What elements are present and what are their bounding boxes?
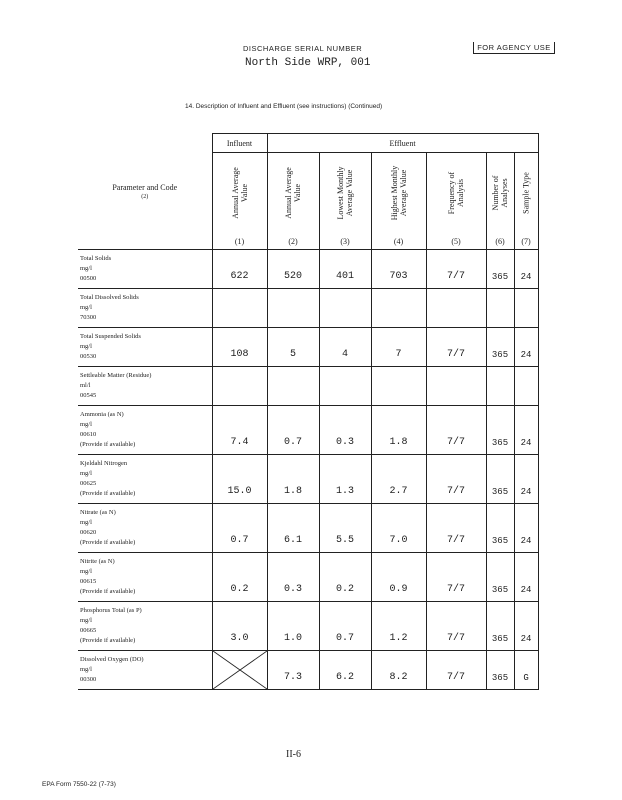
parameter-line: 00620 [80,529,97,536]
value-cell: 7/7 [426,553,486,602]
value-cell: 0.2 [319,553,371,602]
value-cell: 24 [514,504,538,553]
value-cell: 365 [486,651,514,690]
column-label-line1: Annual Average [230,167,240,220]
parameter-line: mg/l [80,265,92,272]
parameter-line: mg/l [80,519,92,526]
parameter-line: Settleable Matter (Residue) [80,372,152,379]
value-cell: 7/7 [426,328,486,367]
parameter-line: 00300 [80,676,97,683]
column-label-line2: Average Value [345,170,354,217]
page-number: II-6 [286,749,301,760]
parameter-header-cell [78,134,212,250]
parameter-line: Ammonia (as N) [80,411,124,418]
value-cell [426,367,486,406]
column-header-2 [267,153,319,250]
value-cell [212,367,267,406]
value-cell [371,367,426,406]
column-number: (5) [451,237,461,246]
parameter-line: (Provide if available) [80,539,136,546]
table-row [78,504,538,553]
column-label [522,172,531,214]
value-cell: 365 [486,602,514,651]
parameter-line: mg/l [80,617,92,624]
value-cell: 1.3 [319,455,371,504]
parameter-line: 00665 [80,627,97,634]
parameter-cell [78,367,212,406]
parameter-cell [78,328,212,367]
value-cell: 520 [267,250,319,289]
column-header-1 [212,153,267,250]
parameter-line: Total Dissolved Solids [80,294,139,301]
parameter-line: Phosphorus Total (as P) [80,607,142,614]
parameter-line: 00500 [80,275,97,282]
value-cell [486,367,514,406]
parameter-line: mg/l [80,568,92,575]
value-cell [371,289,426,328]
value-cell: 0.3 [267,553,319,602]
table-row [78,406,538,455]
column-header-3 [319,153,371,250]
value-cell [267,367,319,406]
section-title: 14. Description of Influent and Effluent (see instructions) (Continued) [185,103,383,110]
value-cell [267,289,319,328]
column-label-line2: Value [293,184,302,203]
value-cell: 365 [486,250,514,289]
column-label [284,168,302,220]
parameter-line: (Provide if available) [80,637,136,644]
parameter-line: ml/l [80,382,91,389]
column-header-7 [514,153,538,250]
column-label [231,168,249,220]
value-cell: 365 [486,328,514,367]
value-cell: 7.3 [267,651,319,690]
value-cell: 4 [319,328,371,367]
parameter-line: 00545 [80,392,97,399]
value-cell: 24 [514,328,538,367]
value-cell [319,367,371,406]
column-number: (7) [521,237,531,246]
agency-use-box: FOR AGENCY USE [473,42,555,54]
column-label-line2: Average Value [398,170,408,217]
effluent-group-header: Effluent [267,134,538,153]
value-cell: 622 [212,250,267,289]
column-label-line1: Highest Monthly [389,166,399,221]
column-label-line1: Frequency of [447,172,456,215]
parameter-code-note: (2) [141,193,149,200]
value-cell: 1.0 [267,602,319,651]
column-header-6 [486,153,514,250]
value-cell: 365 [486,553,514,602]
parameter-line: 00615 [80,578,97,585]
value-cell: 5 [267,328,319,367]
cross-mark-icon [213,651,267,689]
column-label-line1: Lowest Monthly [336,166,345,220]
value-cell: 6.1 [267,504,319,553]
value-cell: 365 [486,455,514,504]
value-cell: 7.0 [371,504,426,553]
column-number: (1) [234,237,245,246]
value-cell: 7.4 [212,406,267,455]
parameter-line: (Provide if available) [80,490,136,497]
table-row [78,328,538,367]
table-row [78,367,538,406]
parameter-cell [78,406,212,455]
column-number: (6) [495,237,505,246]
value-cell: 703 [371,250,426,289]
value-cell: 0.9 [371,553,426,602]
column-label-line1: Sample Type [521,172,531,215]
parameter-cell [78,602,212,651]
parameter-line: mg/l [80,304,92,311]
value-cell: 2.7 [371,455,426,504]
value-cell: 401 [319,250,371,289]
parameter-cell [78,651,212,690]
value-cell: 0.7 [212,504,267,553]
discharge-serial-label: DISCHARGE SERIAL NUMBER [243,44,363,53]
column-number: (2) [288,237,298,246]
value-cell: 5.5 [319,504,371,553]
column-header-5 [426,153,486,250]
value-cell: 7/7 [426,602,486,651]
value-cell [426,289,486,328]
value-cell: 7 [371,328,426,367]
parameter-cell [78,504,212,553]
value-cell: 24 [514,553,538,602]
value-cell: 0.2 [212,553,267,602]
parameter-line: (Provide if available) [80,588,136,595]
column-label [491,176,509,211]
value-cell [212,289,267,328]
value-cell: 24 [514,455,538,504]
column-label-line2: Analysis [456,179,465,208]
parameter-cell [78,289,212,328]
table-row [78,651,538,690]
column-label-line2: Value [239,184,249,203]
table-row [78,553,538,602]
influent-effluent-table [78,133,539,690]
parameter-line: Nitrite (as N) [80,558,115,565]
parameter-line: (Provide if available) [80,441,136,448]
column-number: (3) [340,237,350,246]
value-cell: 7/7 [426,250,486,289]
parameter-line: Dissolved Oxygen (DO) [80,656,144,663]
column-number: (4) [393,237,404,246]
not-applicable-cross [212,651,267,690]
parameter-cell [78,250,212,289]
value-cell: 365 [486,406,514,455]
column-label [336,167,354,220]
value-cell: 24 [514,602,538,651]
value-cell: 0.7 [267,406,319,455]
value-cell: 1.8 [267,455,319,504]
parameter-line: mg/l [80,470,92,477]
value-cell: 7/7 [426,455,486,504]
value-cell: 24 [514,250,538,289]
value-cell: 8.2 [371,651,426,690]
value-cell: 1.8 [371,406,426,455]
parameter-line: mg/l [80,343,92,350]
value-cell: 6.2 [319,651,371,690]
parameter-line: mg/l [80,666,92,673]
value-cell: 7/7 [426,504,486,553]
value-cell [514,367,538,406]
value-cell: 0.3 [319,406,371,455]
table-row [78,289,538,328]
column-header-4 [371,153,426,250]
value-cell [514,289,538,328]
parameter-line: 00610 [80,431,97,438]
value-cell: G [514,651,538,690]
parameter-header: Parameter and Code [112,182,178,192]
parameter-line: Nitrate (as N) [80,509,116,516]
value-cell [319,289,371,328]
column-label-line2: Analyses [500,178,509,208]
influent-group-header: Influent [212,134,267,153]
value-cell: 108 [212,328,267,367]
value-cell: 1.2 [371,602,426,651]
column-label [447,172,465,214]
column-label-line1: Number of [491,175,500,211]
value-cell: 0.7 [319,602,371,651]
parameter-line: mg/l [80,421,92,428]
parameter-line: 00530 [80,353,97,360]
facility-name: North Side WRP, 001 [245,57,371,69]
column-label-line1: Annual Average [284,167,293,220]
table-row [78,455,538,504]
parameter-cell [78,553,212,602]
column-label [390,166,408,220]
parameter-line: 70300 [80,314,97,321]
value-cell: 7/7 [426,651,486,690]
value-cell: 15.0 [212,455,267,504]
value-cell: 365 [486,504,514,553]
parameter-line: Total Solids [80,255,112,262]
parameter-line: 00625 [80,480,97,487]
parameter-line: Total Suspended Solids [80,333,141,340]
value-cell: 7/7 [426,406,486,455]
table-row [78,602,538,651]
value-cell: 24 [514,406,538,455]
table-row [78,250,538,289]
parameter-cell [78,455,212,504]
value-cell [486,289,514,328]
parameter-line: Kjeldahl Nitrogen [80,460,128,467]
form-number: EPA Form 7550-22 (7-73) [42,781,116,788]
value-cell: 3.0 [212,602,267,651]
